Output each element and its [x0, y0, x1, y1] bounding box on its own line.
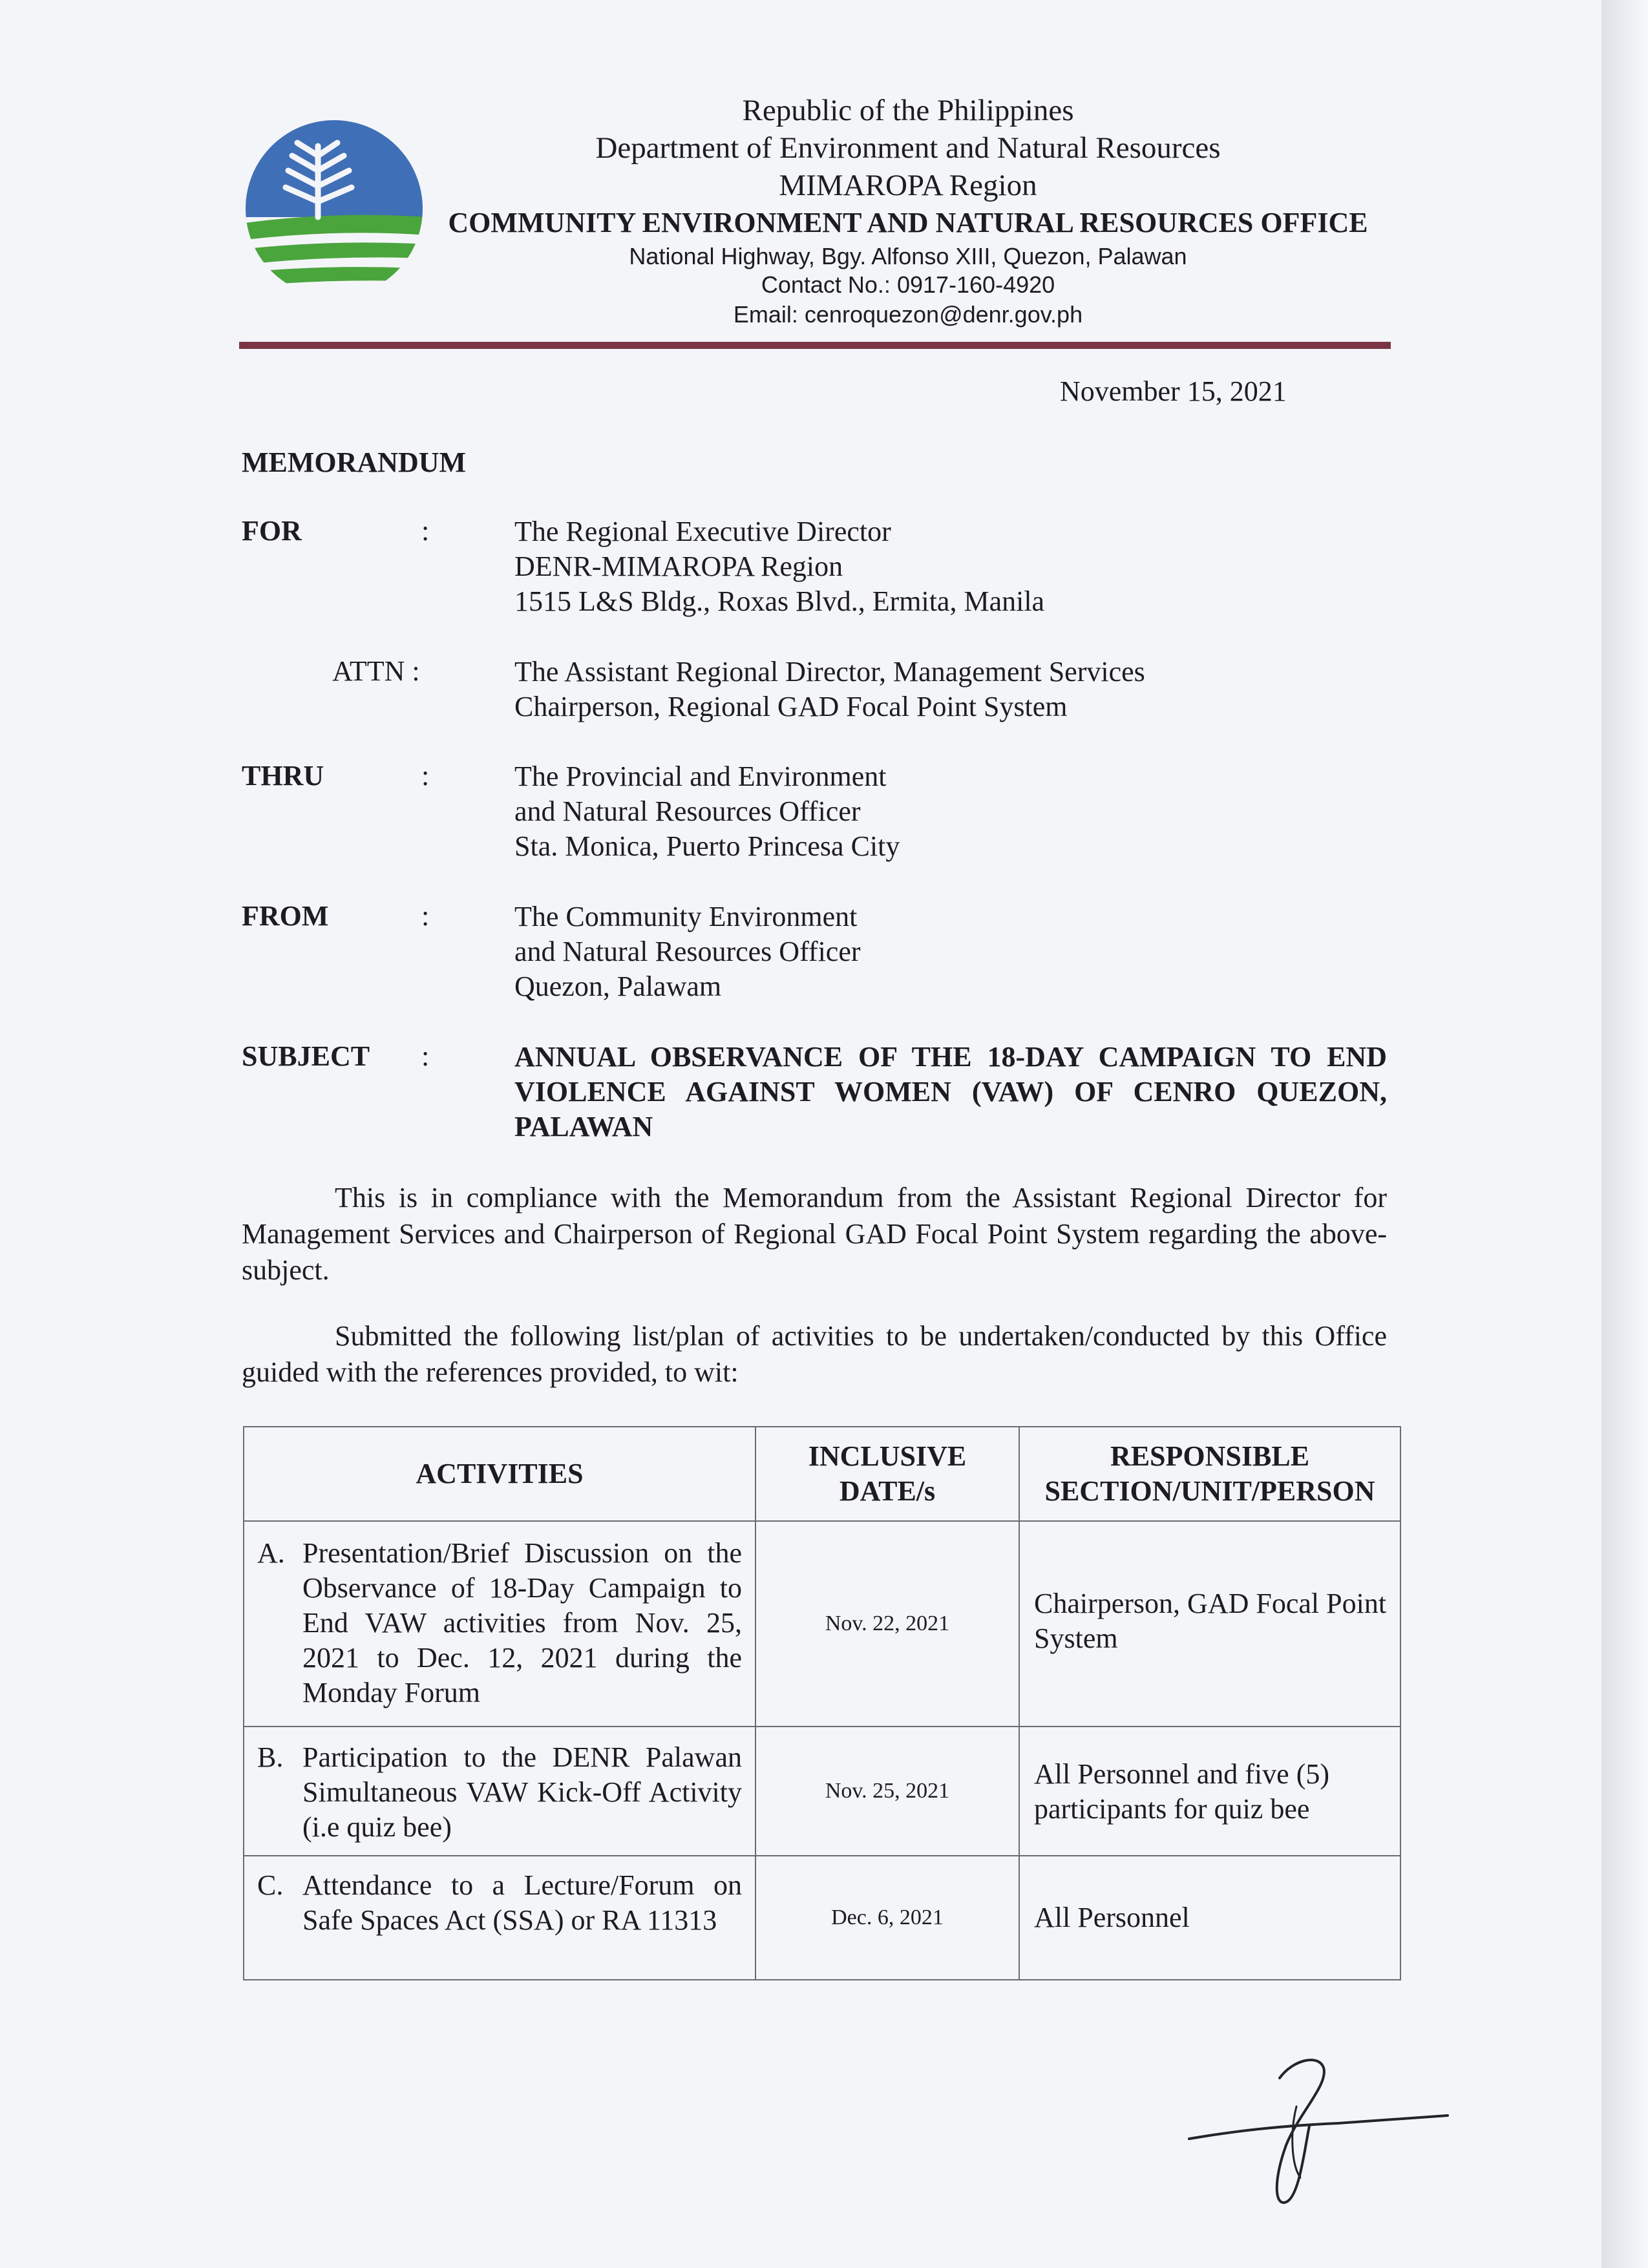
row-letter: A.	[257, 1537, 285, 1569]
thru-label: THRU	[242, 760, 324, 792]
row-date-text: Nov. 22, 2021	[825, 1612, 950, 1635]
table-row-a-date	[755, 1520, 1020, 1727]
attn-line: Chairperson, Regional GAD Focal Point System	[514, 691, 1068, 722]
letterhead-office: COMMUNITY ENVIRONMENT AND NATURAL RESOURCES OFFICE	[448, 207, 1368, 238]
for-line: 1515 L&S Bldg., Roxas Blvd., Ermita, Manila	[514, 585, 1045, 617]
handwritten-signature	[1183, 2048, 1454, 2216]
header-responsible	[1019, 1426, 1401, 1522]
from-label: FROM	[242, 900, 329, 932]
for-colon: :	[421, 515, 430, 547]
table-row-b-responsible	[1019, 1726, 1401, 1856]
subject-text: ANNUAL OBSERVANCE OF THE 18-DAY CAMPAIGN TO END VIOLENCE AGAINST WOMEN (VAW) OF CENRO QUEZON, PALAWAN	[514, 1041, 1387, 1142]
row-letter: B.	[257, 1741, 284, 1773]
from-colon: :	[421, 900, 430, 932]
row-activity-text: Presentation/Brief Discussion on the Observance of 18-Day Campaign to End VAW activities from Nov. 25, 2021 to Dec. 12, 2021 during the Monday Forum	[302, 1537, 742, 1708]
subject-label: SUBJECT	[242, 1040, 370, 1072]
thru-line: Sta. Monica, Puerto Princesa City	[514, 830, 900, 862]
from-line: Quezon, Palawam	[514, 971, 722, 1002]
scan-edge	[1601, 0, 1648, 2268]
letterhead-divider	[239, 342, 1391, 349]
from-line: The Community Environment	[514, 901, 858, 932]
table-row-c-responsible	[1019, 1855, 1401, 1980]
header-dates-line2: DATE/s	[839, 1475, 936, 1507]
letterhead-department: Department of Environment and Natural Resources	[595, 131, 1221, 165]
attn-label: ATTN :	[332, 655, 420, 687]
row-date-text: Nov. 25, 2021	[825, 1779, 950, 1803]
for-line: DENR-MIMAROPA Region	[514, 551, 843, 582]
letterhead-email: Email: cenroquezon@denr.gov.ph	[733, 301, 1083, 328]
letterhead-address: National Highway, Bgy. Alfonso XIII, Quezon, Palawan	[629, 243, 1187, 269]
row-activity-text: Attendance to a Lecture/Forum on Safe Spaces Act (SSA) or RA 11313	[302, 1869, 742, 1936]
thru-line: The Provincial and Environment	[514, 761, 887, 792]
header-activities-text: ACTIVITIES	[416, 1458, 584, 1489]
row-responsible-text: Chairperson, GAD Focal Point System	[1034, 1588, 1387, 1654]
memo-title: MEMORANDUM	[242, 446, 467, 478]
attn-recipient	[514, 655, 1387, 724]
header-activities	[243, 1426, 756, 1522]
table-row-a-responsible	[1019, 1520, 1401, 1727]
thru-recipient	[514, 759, 1387, 864]
thru-colon: :	[421, 760, 430, 792]
paragraph-submitted: Submitted the following list/plan of activities to be undertaken/conducted by this Office guided with the references provided, to wit:	[242, 1320, 1387, 1388]
from-sender	[514, 899, 1387, 1004]
for-label: FOR	[242, 515, 302, 547]
table-row-b-activity	[243, 1726, 756, 1856]
subject-colon: :	[421, 1040, 430, 1072]
header-responsible-line2: SECTION/UNIT/PERSON	[1044, 1475, 1375, 1507]
memo-date: November 15, 2021	[1060, 375, 1287, 407]
paragraph-compliance: This is in compliance with the Memorandum from the Assistant Regional Director for Management Services and Chairperson of Regional GAD Focal Point System regarding the above-subject.	[242, 1182, 1387, 1286]
denr-logo-icon	[240, 120, 428, 297]
header-dates-line1: INCLUSIVE	[808, 1440, 967, 1472]
row-responsible-text: All Personnel	[1034, 1902, 1190, 1933]
row-activity-text: Participation to the DENR Palawan Simultaneous VAW Kick-Off Activity (i.e quiz bee)	[302, 1741, 742, 1843]
thru-line: and Natural Resources Officer	[514, 795, 861, 827]
letterhead-region: MIMAROPA Region	[779, 169, 1037, 202]
table-row-b-date	[755, 1726, 1020, 1856]
row-responsible-text: All Personnel and five (5) participants for quiz bee	[1034, 1758, 1329, 1825]
table-row-a-activity	[243, 1520, 756, 1727]
attn-line: The Assistant Regional Director, Management Services	[514, 656, 1145, 688]
for-recipient	[514, 514, 1387, 619]
letterhead-contact: Contact No.: 0917-160-4920	[761, 271, 1055, 298]
row-letter: C.	[257, 1869, 284, 1901]
for-line: The Regional Executive Director	[514, 516, 891, 547]
header-responsible-line1: RESPONSIBLE	[1110, 1440, 1310, 1472]
table-row-c-date	[755, 1855, 1020, 1980]
table-row-c-activity	[243, 1855, 756, 1980]
from-line: and Natural Resources Officer	[514, 936, 861, 967]
letterhead-republic: Republic of the Philippines	[742, 94, 1074, 127]
row-date-text: Dec. 6, 2021	[831, 1906, 944, 1929]
header-dates	[755, 1426, 1020, 1522]
activities-table	[243, 1426, 1401, 1980]
